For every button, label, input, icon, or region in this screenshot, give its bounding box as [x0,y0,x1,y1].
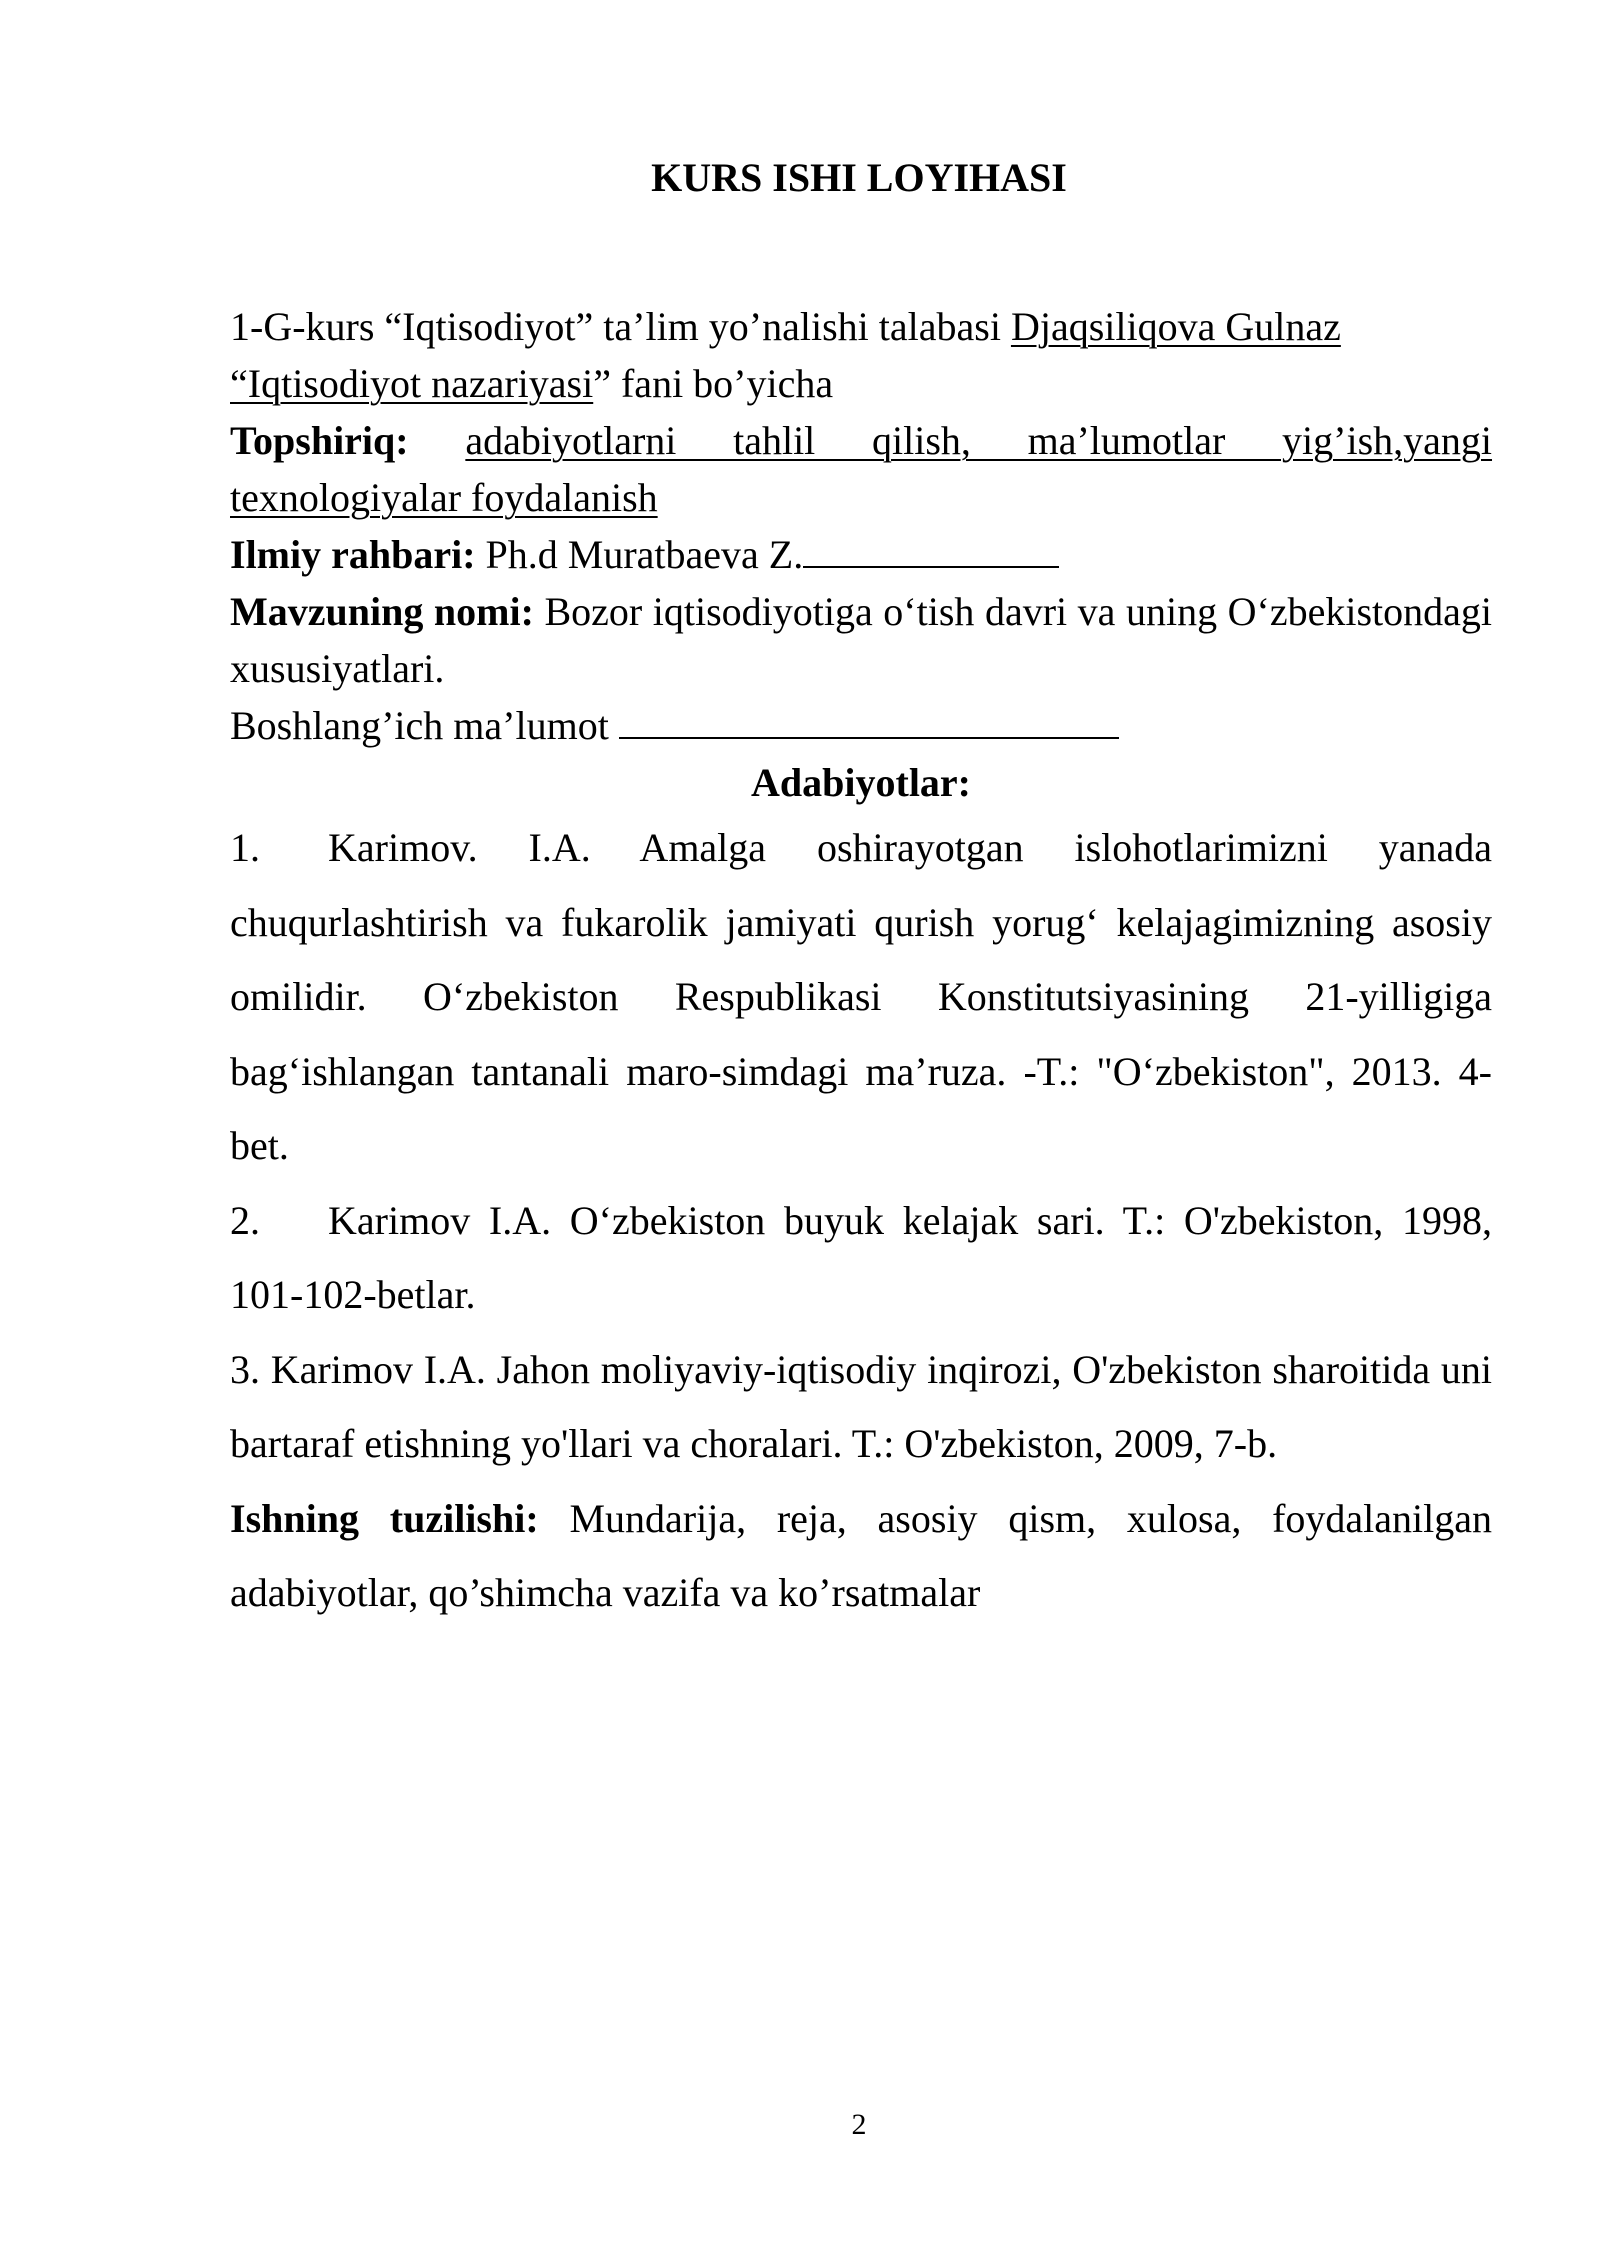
initial-data-label: Boshlang’ich ma’lumot [230,703,609,748]
initial-data-paragraph [230,697,1492,754]
references-heading-text: Adabiyotlar: [751,760,971,805]
topic-paragraph [230,583,1492,697]
document-title: KURS ISHI LOYIHASI [651,155,1067,200]
reference-text: Karimov. I.A. Amalga oshirayotgan islohotlarimizni yanada chuqurlashtirish va fukarolik jamiyati qurish yorug‘ kelajagimizning asosiy omilidir. O‘zbekiston Respublikasi Konstitutsiyasining 21-yilligiga bag‘ishlangan tantanali maro-simdagi ma’ruza. -T.: "O‘zbekiston", 2013. 4-bet. [230,825,1492,1168]
structure-value: Mundarija, reja, asosiy qism, xulosa, foydalanilgan adabiyotlar, qo’shimcha vazifa va ko’rsatmalar [230,1495,1493,1615]
task-paragraph [230,412,1492,526]
task-value: adabiyotlarni tahlil qilish, ma’lumotlar yig’ish,yangi texnologiyalar foydalanish [230,418,1493,520]
reference-number: 3. [230,1346,260,1392]
references-heading [230,754,1492,811]
reference-item [230,1184,1492,1333]
student-name: Djaqsiliqova Gulnaz [1010,304,1341,349]
reference-item [230,811,1492,1184]
intro-block [230,298,1492,811]
supervisor-signature-line [803,530,1059,568]
reference-text: Karimov I.A. Jahon moliyaviy-iqtisodiy inqirozi, O'zbekiston sharoitida uni bartaraf etishning yo'llari va choralari. T.: O'zbekiston, 2009, 7-b. [230,1346,1493,1466]
task-label: Topshiriq: [230,418,409,463]
topic-value: Bozor iqtisodiyotiga o‘tish davri va uning O‘zbekistondagi xususiyatlari. [230,589,1493,691]
reference-text: Karimov I.A. O‘zbekiston buyuk kelajak sari. T.: O'zbekiston, 1998, 101-102-betlar. [230,1197,1492,1317]
supervisor-label: Ilmiy rahbari: [230,532,476,577]
topic-label: Mavzuning nomi: [230,589,534,634]
references-list [230,811,1492,1631]
document-body [230,298,1492,1631]
subject-tail: ” fani bo’yicha [593,361,834,406]
reference-item [230,1333,1492,1482]
supervisor-value: Ph.d Muratbaeva Z. [485,532,804,577]
subject-name: “Iqtisodiyot nazariyasi [230,361,594,406]
initial-data-line [619,701,1119,739]
reference-number: 1. [230,825,260,870]
intro-text: 1-G-kurs “Iqtisodiyot” ta’lim yo’nalishi talabasi [230,304,1011,349]
reference-number: 2. [230,1197,260,1243]
supervisor-paragraph [230,526,1492,583]
page-number: 2 [851,2108,867,2141]
intro-paragraph [230,298,1492,412]
structure-label: Ishning tuzilishi: [230,1495,539,1541]
structure-paragraph [230,1482,1492,1631]
